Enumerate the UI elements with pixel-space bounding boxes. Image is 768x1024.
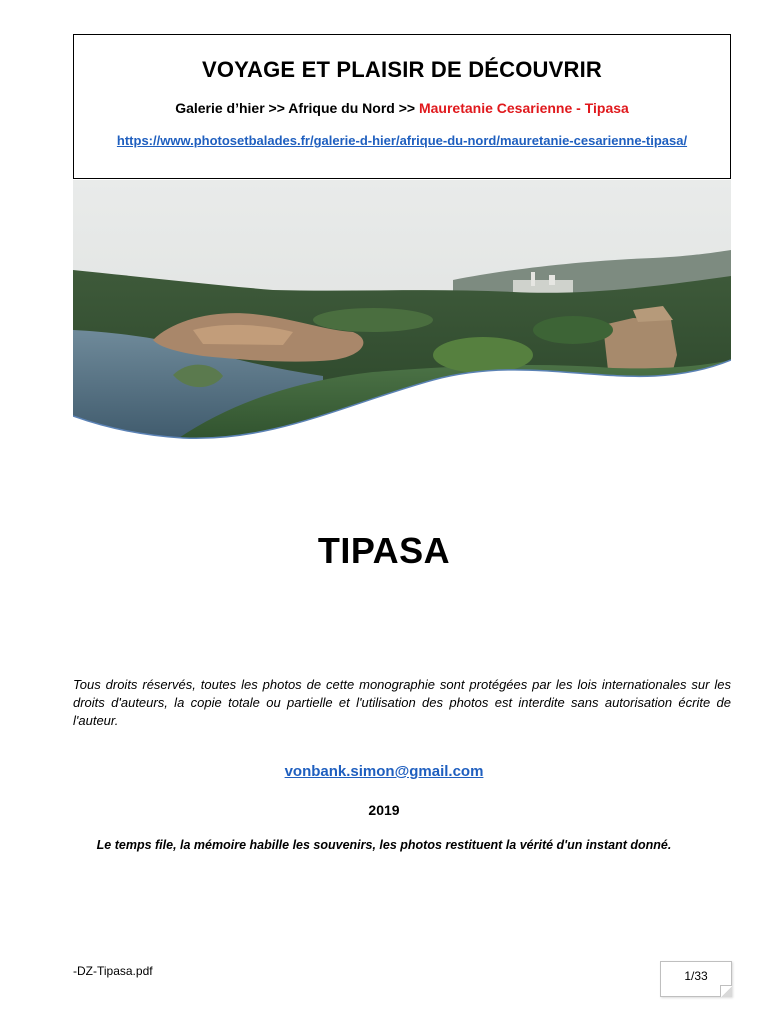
- breadcrumb-separator: >>: [394, 100, 419, 116]
- copyright-notice: Tous droits réservés, toutes les photos de cette monographie sont protégées par les lois internationales sur les droits d'auteurs, la copie totale ou partielle et l'utilisation des photos est interdite sans autorisation écrite de l'auteur.: [73, 677, 731, 728]
- page-number: 1/33: [684, 969, 708, 983]
- breadcrumb-item-current: Mauretanie Cesarienne - Tipasa: [418, 100, 629, 116]
- breadcrumb: [74, 100, 730, 116]
- breadcrumb-item-gallery[interactable]: Galerie d’hier: [175, 100, 265, 116]
- gallery-url-link[interactable]: https://www.photosetbalades.fr/galerie-d-hier/afrique-du-nord/mauretanie-cesarienne-tipasa/: [116, 133, 688, 148]
- page-number-tag: [660, 961, 732, 997]
- motto: Le temps file, la mémoire habille les souvenirs, les photos restituent la vérité d'un instant donné.: [96, 838, 672, 852]
- document-title: TIPASA: [317, 530, 451, 571]
- banner-photo: [73, 180, 731, 442]
- breadcrumb-separator: >>: [264, 100, 289, 116]
- author-email-link[interactable]: vonbank.simon@gmail.com: [284, 763, 484, 780]
- page-fold-icon: [720, 985, 732, 997]
- footer-filename: -DZ-Tipasa.pdf: [73, 964, 153, 978]
- header-box: [73, 34, 731, 179]
- header-title: VOYAGE ET PLAISIR DE DÉCOUVRIR: [201, 57, 603, 82]
- year: 2019: [368, 802, 400, 818]
- breadcrumb-item-north-africa[interactable]: Afrique du Nord: [288, 100, 395, 116]
